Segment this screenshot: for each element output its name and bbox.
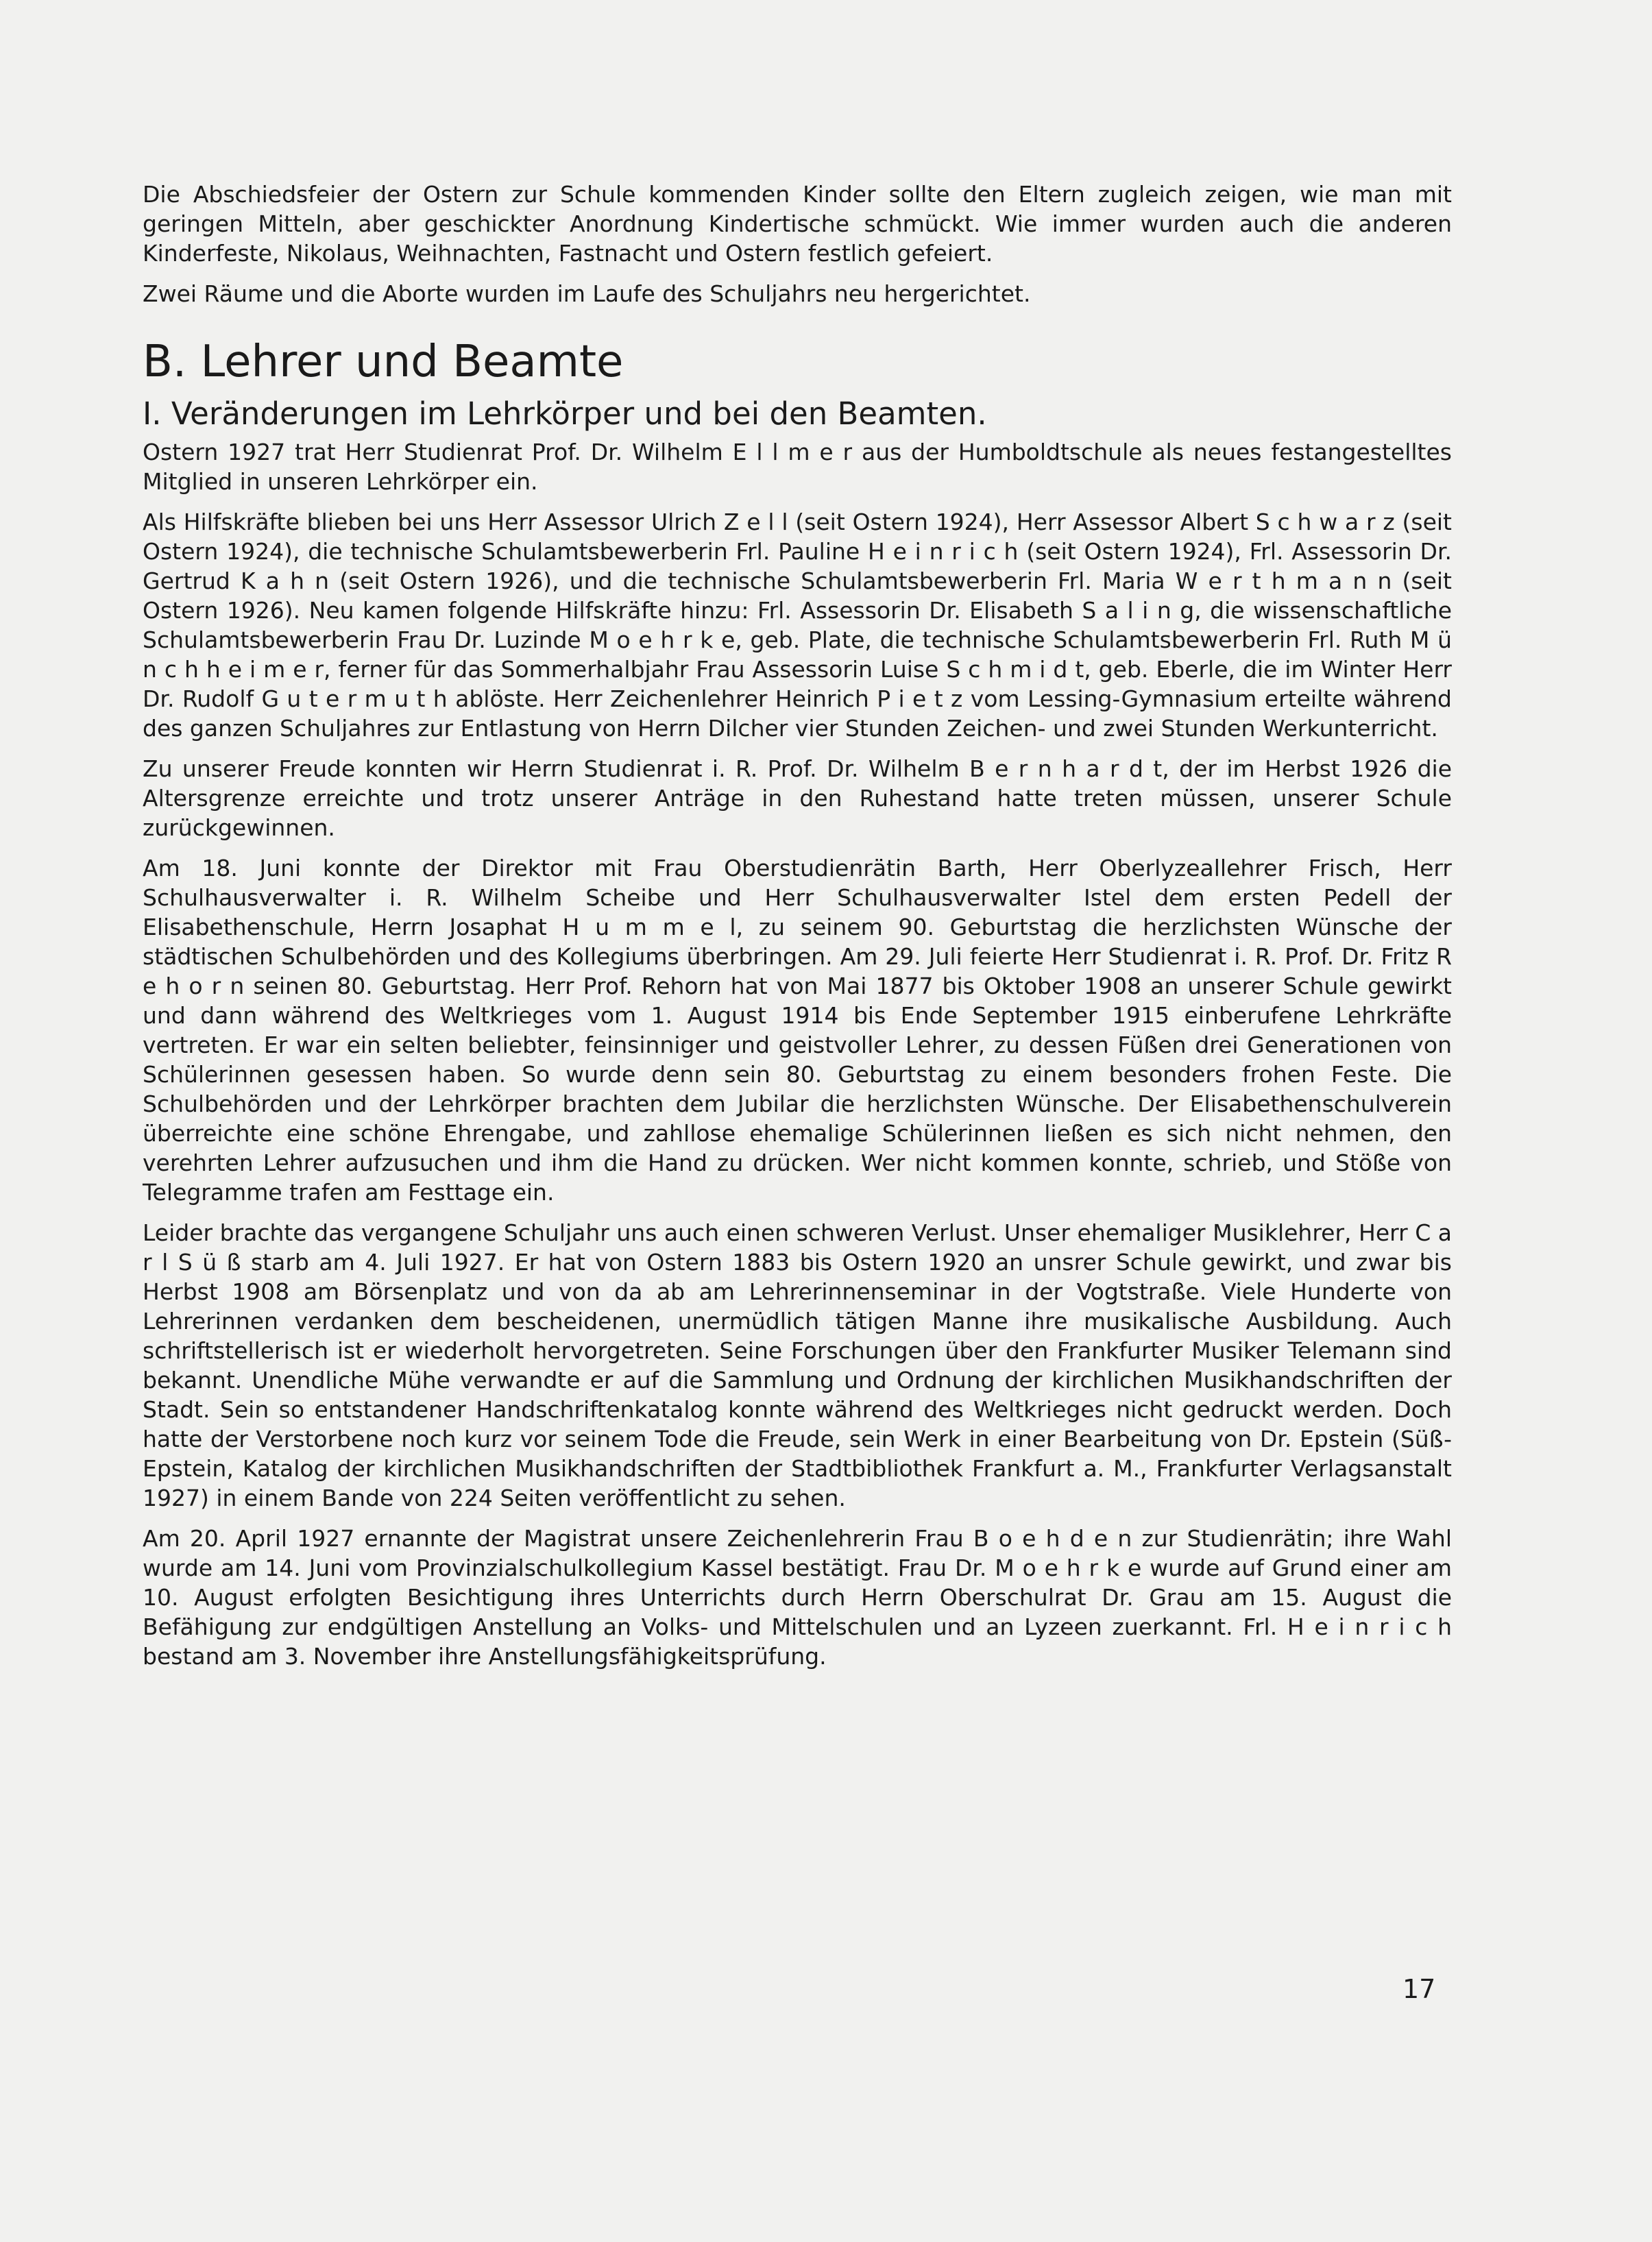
page-number: 17 bbox=[1402, 1974, 1436, 2004]
paragraph-hilfskraefte: Als Hilfskräfte blieben bei uns Herr Assessor Ulrich Z e l l (seit Ostern 1924), Herr Assessor Albert S c h w a r z (seit Ostern 1924), die technische Schulamtsbewerberin Frl. Pauline H e i n r i c h (seit Ostern 1924), Frl. Assessorin Dr. Gertrud K a h n (seit Ostern 1926), und die technische Schulamtsbewerberin Frl. Maria W e r t h m a n n (seit Ostern 1926). Neu kamen folgende Hilfskräfte hinzu: Frl. Assessorin Dr. Elisabeth S a l i n g, die wissenschaftliche Schulamtsbewerberin Frau Dr. Luzinde M o e h r k e, geb. Plate, die technische Schulamtsbewerberin Frl. Ruth M ü n c h h e i m e r, ferner für das Sommerhalbjahr Frau Assessorin Luise S c h m i d t, geb. Eberle, die im Winter Herr Dr. Rudolf G u t e r m u t h ablöste. Herr Zeichenlehrer Heinrich P i e t z vom Lessing-Gymnasium erteilte während des ganzen Schuljahres zur Entlastung von Herrn Dilcher vier Stunden Zeichen- und zwei Stunden Werkunterricht. bbox=[143, 509, 1452, 742]
paragraph-ellmer: Ostern 1927 trat Herr Studienrat Prof. Dr. Wilhelm E l l m e r aus der Humboldtschule als neues festangestelltes Mitglied in unseren Lehrkörper ein. bbox=[143, 439, 1452, 495]
subsection-heading: I. Veränderungen im Lehrkörper und bei den Beamten. bbox=[143, 395, 987, 432]
section-heading: B. Lehrer und Beamte bbox=[143, 337, 624, 387]
paragraph-boehden: Am 20. April 1927 ernannte der Magistrat unsere Zeichenlehrerin Frau B o e h d e n zur Studienrätin; ihre Wahl wurde am 14. Juni vom Provinzialschulkollegium Kassel bestätigt. Frau Dr. M o e h r k e wurde auf Grund einer am 10. August erfolgten Besichtigung ihres Unterrichts durch Herrn Oberschulrat Dr. Grau am 15. August die Befähigung zur endgültigen Anstellung an Volks- und Mittelschulen und an Lyzeen zuerkannt. Frl. H e i n r i c h bestand am 3. November ihre Anstellungsfähigkeitsprüfung. bbox=[143, 1525, 1452, 1670]
intro-paragraph-2: Zwei Räume und die Aborte wurden im Laufe des Schuljahrs neu hergerichtet. bbox=[143, 280, 1031, 307]
paragraph-bernhardt: Zu unserer Freude konnten wir Herrn Studienrat i. R. Prof. Dr. Wilhelm B e r n h a r d t, der im Herbst 1926 die Altersgrenze erreichte und trotz unserer Anträge in den Ruhestand hatte treten müssen, unserer Schule zurückgewinnen. bbox=[143, 755, 1452, 841]
paragraph-suess: Leider brachte das vergangene Schuljahr uns auch einen schweren Verlust. Unser ehemaliger Musiklehrer, Herr C a r l S ü ß starb am 4. Juli 1927. Er hat von Ostern 1883 bis Ostern 1920 an unsrer Schule gewirkt, und zwar bis Herbst 1908 am Börsenplatz und von da ab am Lehrerinnenseminar in der Vogtstraße. Viele Hunderte von Lehrerinnen verdanken dem bescheidenen, unermüdlich tätigen Manne ihre musikalische Ausbildung. Auch schriftstellerisch ist er wiederholt hervorgetreten. Seine Forschungen über den Frankfurter Musiker Telemann sind bekannt. Unendliche Mühe verwandte er auf die Sammlung und Ordnung der kirchlichen Musikhandschriften der Stadt. Sein so entstandener Handschriftenkatalog konnte während des Weltkrieges nicht gedruckt werden. Doch hatte der Verstorbene noch kurz vor seinem Tode die Freude, sein Werk in einer Bearbeitung von Dr. Epstein (Süß-Epstein, Katalog der kirchlichen Musikhandschriften der Stadtbibliothek Frankfurt a. M., Frankfurter Verlagsanstalt 1927) in einem Bande von 224 Seiten veröffentlicht zu sehen. bbox=[143, 1219, 1452, 1511]
intro-paragraph-1: Die Abschiedsfeier der Ostern zur Schule kommenden Kinder sollte den Eltern zugleich zeigen, wie man mit geringen Mitteln, aber geschickter Anordnung Kindertische schmückt. Wie immer wurden auch die anderen Kinderfeste, Nikolaus, Weihnachten, Fastnacht und Ostern festlich gefeiert. bbox=[143, 181, 1452, 267]
paragraph-hummel-rehorn: Am 18. Juni konnte der Direktor mit Frau Oberstudienrätin Barth, Herr Oberlyzeallehrer Frisch, Herr Schulhausverwalter i. R. Wilhelm Scheibe und Herr Schulhausverwalter Istel dem ersten Pedell der Elisabethenschule, Herrn Josaphat H u m m e l, zu seinem 90. Geburtstag die herzlichsten Wünsche der städtischen Schulbehörden und des Kollegiums überbringen. Am 29. Juli feierte Herr Studienrat i. R. Prof. Dr. Fritz R e h o r n seinen 80. Geburtstag. Herr Prof. Rehorn hat von Mai 1877 bis Oktober 1908 an unserer Schule gewirkt und dann während des Weltkrieges vom 1. August 1914 bis Ende September 1915 einberufene Lehrkräfte vertreten. Er war ein selten beliebter, feinsinniger und geistvoller Lehrer, zu dessen Füßen drei Generationen von Schülerinnen gesessen haben. So wurde denn sein 80. Geburtstag zu einem besonders frohen Feste. Die Schulbehörden und der Lehrkörper brachten dem Jubilar die herzlichsten Wünsche. Der Elisabethenschulverein überreichte eine schöne Ehrengabe, und zahllose ehemalige Schülerinnen ließen es sich nicht nehmen, den verehrten Lehrer aufzusuchen und ihm die Hand zu drücken. Wer nicht kommen konnte, schrieb, und Stöße von Telegramme trafen am Festtage ein. bbox=[143, 855, 1452, 1206]
page-content bbox=[143, 180, 1452, 1682]
